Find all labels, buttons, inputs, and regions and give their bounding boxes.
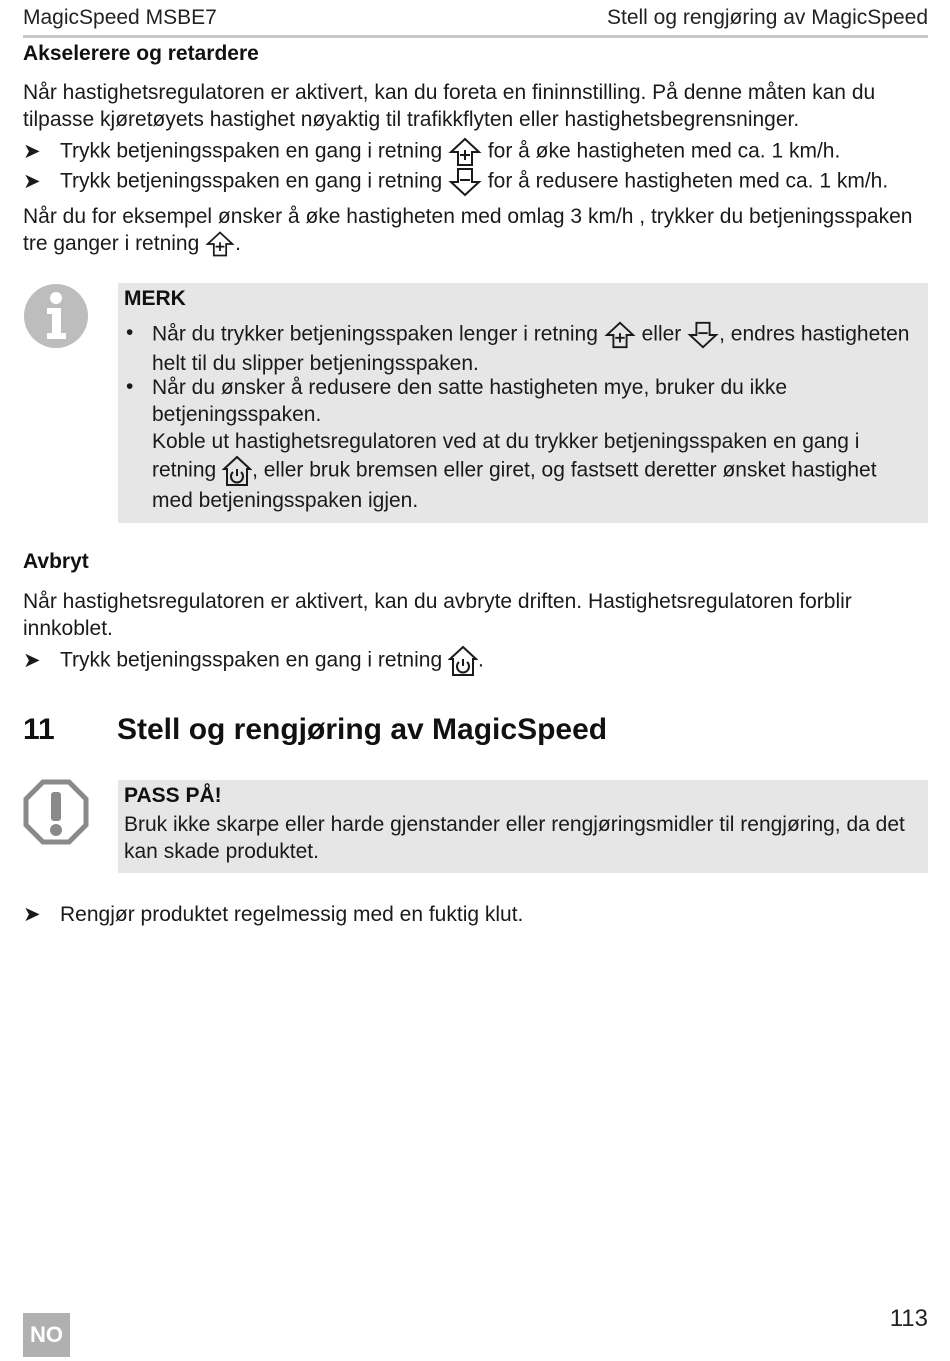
caution-title: PASS PÅ! [124, 784, 222, 807]
note-bullet-1 [152, 320, 922, 377]
note-text: , endres hastigheten helt til du slipper betjeningsspaken. [152, 322, 910, 375]
example-text-end: . [235, 232, 241, 255]
note-text: Koble ut hastighetsregulatoren ved at du trykker betjeningsspaken en gang i retning [152, 430, 860, 482]
step-text: Trykk betjeningsspaken en gang i retning [60, 169, 443, 193]
accelerate-example [23, 203, 928, 258]
section-title-accelerate: Akselerere og retardere [23, 42, 259, 65]
header-rule [23, 35, 928, 38]
page-number: 113 [889, 1305, 928, 1332]
chapter-number: 11 [23, 713, 55, 746]
abort-intro: Når hastighetsregulatoren er aktivert, kan du avbryte driften. Hastighetsregulatoren forblir innkoblet. [23, 590, 852, 640]
arrow-down-minus-icon [687, 320, 719, 350]
chapter-title: Stell og rengjøring av MagicSpeed [117, 713, 608, 746]
step-decrease [23, 167, 888, 197]
header-product: MagicSpeed MSBE7 [23, 6, 217, 29]
step-arrow-icon: ➤ [23, 903, 41, 926]
note-text: eller [641, 322, 682, 346]
note-text: Når du ønsker å redusere den satte hastigheten mye, bruker du ikke betjeningsspaken. [152, 376, 788, 426]
page-header [23, 6, 928, 32]
section-title-abort: Avbryt [23, 550, 89, 573]
step-text: Trykk betjeningsspaken en gang i retning [60, 648, 443, 672]
step-text: Rengjør produktet regelmessig med en fuktig klut. [60, 903, 524, 926]
step-abort [23, 645, 484, 677]
note-title: MERK [124, 287, 186, 310]
bullet: • [126, 321, 134, 344]
arrow-up-plus-icon [448, 137, 482, 167]
step-text: for å øke hastigheten med ca. 1 km/h. [487, 139, 841, 163]
info-icon [23, 283, 89, 349]
header-section: Stell og rengjøring av MagicSpeed [606, 6, 928, 29]
step-text: . [477, 648, 484, 672]
step-text: for å redusere hastigheten med ca. 1 km/h. [487, 169, 889, 193]
arrow-down-minus-icon [448, 167, 482, 197]
step-text: Trykk betjeningsspaken en gang i retning [60, 139, 443, 163]
caution-icon [23, 779, 89, 845]
note-bullet-2-cont [152, 428, 922, 514]
arrow-up-plus-icon [604, 320, 636, 350]
note-box [118, 283, 928, 523]
caution-text: Bruk ikke skarpe eller harde gjenstander eller rengjøringsmidler til rengjøring, da det kan skade produktet. [124, 813, 905, 863]
power-icon [448, 645, 478, 677]
step-increase [23, 137, 840, 167]
accelerate-intro: Når hastighetsregulatoren er aktivert, kan du foreta en fininnstilling. På denne måten kan du tilpasse kjøretøyets hastighet nøyaktig til trafikkflyten eller hastighetsbegrensninger. [23, 81, 876, 131]
arrow-up-plus-icon [205, 230, 235, 258]
note-text: Når du trykker betjeningsspaken lenger i retning [152, 322, 598, 346]
note-text: , eller bruk bremsen eller giret, og fastsett deretter ønsket hastighet med betjeningsspaken igjen. [152, 458, 877, 512]
bullet: • [126, 375, 134, 398]
caution-box [118, 780, 928, 873]
example-text: Når du for eksempel ønsker å øke hastigheten med omlag 3 km/h , trykker du betjeningsspaken tre ganger i retning [23, 205, 913, 255]
language-badge: NO [23, 1313, 70, 1357]
step-clean [23, 901, 523, 928]
step-arrow-icon: ➤ [23, 169, 41, 193]
power-icon [222, 455, 252, 487]
step-arrow-icon: ➤ [23, 139, 41, 163]
note-bullet-2 [152, 374, 922, 514]
step-arrow-icon: ➤ [23, 648, 41, 672]
